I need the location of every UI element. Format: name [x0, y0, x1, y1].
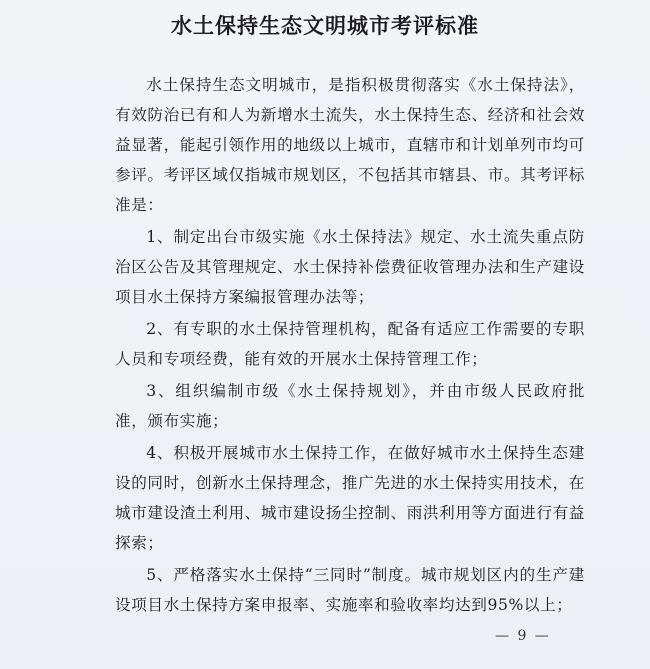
document-body	[115, 70, 585, 622]
page-number: — 9 —	[495, 628, 551, 644]
paragraph-item-1: 1、制定出台市级实施《水土保持法》规定、水土流失重点防治区公告及其管理规定、水土保持补偿费征收管理办法和生产建设项目水土保持方案编报管理办法等；	[115, 228, 585, 306]
document-title: 水土保持生态文明城市考评标准	[171, 13, 479, 38]
paragraph-intro: 水土保持生态文明城市，是指积极贯彻落实《水土保持法》，有效防治已有和人为新增水土流失，水土保持生态、经济和社会效益显著，能起引领作用的地级以上城市，直辖市和计划单列市均可参评。考评区域仅指城市规划区，不包括其市辖县、市。其考评标准是：	[115, 76, 585, 214]
paragraph-item-3: 3、组织编制市级《水土保持规划》，并由市级人民政府批准，颁布实施；	[115, 382, 585, 430]
paragraph-item-5: 5、严格落实水土保持“三同时”制度。城市规划区内的生产建设项目水土保持方案申报率、实施率和验收率均达到95%以上；	[115, 566, 585, 614]
paragraph-item-2: 2、有专职的水土保持管理机构，配备有适应工作需要的专职人员和专项经费，能有效的开展水土保持管理工作；	[115, 320, 585, 368]
paragraph-item-4: 4、积极开展城市水土保持工作，在做好城市水土保持生态建设的同时，创新水土保持理念，推广先进的水土保持实用技术，在城市建设渣土利用、城市建设扬尘控制、雨洪利用等方面进行有益探索；	[115, 444, 585, 552]
